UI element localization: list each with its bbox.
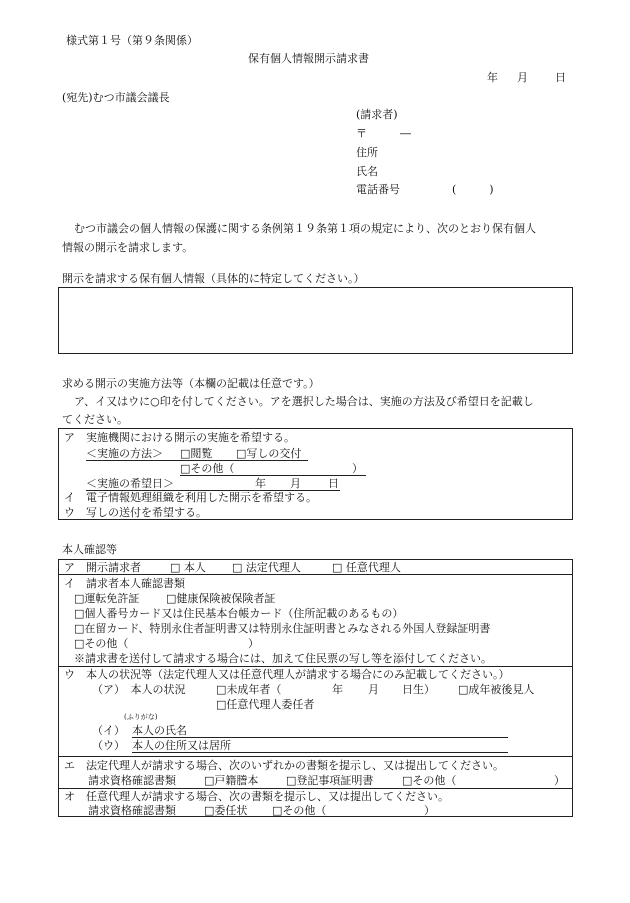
principal-address-label[interactable]: 本人の住所又は居所 [132,739,231,752]
u-title: ウ 本人の状況等（法定代理人又は任意代理人が請求する場合にのみ記載してください。） [64,668,510,681]
e-title: エ 法定代理人が請求する場合、次のいずれかの書類を提示し、又は提出してください。 [64,759,504,772]
method-note-1: ア、イ又はウに○印を付してください。アを選択した場合は、実施の方法及び希望日を記載し [74,395,534,408]
o-doc-label: 請求資格確認書類 [88,804,176,817]
option-other-checkbox[interactable]: □その他（ [180,462,235,475]
postal-mark: 〒 [356,127,367,140]
method-label: ＜実施の方法＞ [86,447,163,460]
o-other-checkbox[interactable]: □その他（ [272,804,327,817]
o-other-close: ） [424,804,435,817]
row-divider-u [58,756,573,757]
e-doc-label: 請求資格確認書類 [88,774,176,787]
i-title: イ 請求者本人確認書類 [64,577,185,590]
i-other-checkbox[interactable]: □その他（ [74,637,129,650]
u-u-label: （ウ） [92,739,125,752]
date-label: ＜実施の希望日＞ [86,477,174,490]
minor-year[interactable]: 年 [332,683,343,696]
desired-day[interactable]: 日 [328,477,339,490]
proxy-checkbox[interactable]: □ 任意代理人 [332,561,401,574]
desired-year[interactable]: 年 [255,477,266,490]
adult-ward-checkbox[interactable]: □成年被後見人 [458,683,535,696]
power-of-attorney-checkbox[interactable]: □委任状 [204,804,248,817]
u-a-label: （ア） 本人の状況 [92,683,186,696]
method-note-2: てください。 [62,413,128,426]
postal-dash: ― [400,127,411,140]
option-other-underline [180,475,366,476]
date-month-label: 月 [517,71,528,84]
row-divider-a [58,574,573,575]
method-row-u[interactable]: ウ 写しの送付を希望する。 [64,506,207,519]
minor-month[interactable]: 月 [368,683,379,696]
option-copy-checkbox[interactable]: □写しの交付 [236,447,302,460]
principal-address-underline [132,752,508,753]
date-year-label: 年 [487,71,498,84]
method-underline [86,460,308,461]
option-view-checkbox[interactable]: □閲覧 [180,447,213,460]
info-textarea[interactable] [58,287,573,354]
requester-heading: (請求者) [356,108,398,121]
intro-line-2: 情報の開示を請求します。 [62,241,194,254]
e-other-checkbox[interactable]: □その他（ [402,774,457,787]
page-title: 保有個人情報開示請求書 [248,52,369,65]
desired-month[interactable]: 月 [290,477,301,490]
insurance-checkbox[interactable]: □健康保険被保険者証 [166,592,276,605]
u-i-label: （イ） [92,724,125,737]
i-note: ※請求書を送付して請求する場合には、加えて住民票の写し等を添付してください。 [74,652,492,665]
row-divider-e [58,788,573,789]
minor-born-day[interactable]: 日生） [402,683,435,696]
address-label[interactable]: 住所 [356,146,378,159]
method-row-i[interactable]: イ 電子情報処理組織を利用した開示を希望する。 [64,491,317,504]
method-row-a[interactable]: ア 実施機関における開示の実施を希望する。 [64,431,295,444]
a-requester-label: ア 開示請求者 [64,561,141,574]
mynumber-checkbox[interactable]: □個人番号カード又は住民基本台帳カード（住所記載のあるもの） [74,607,404,620]
phone-parentheses: ( ) [452,183,494,196]
koseki-checkbox[interactable]: □戸籍謄本 [204,774,259,787]
intro-line-1: むつ市議会の個人情報の保護に関する条例第１９条第１項の規定により、次のとおり保有個人 [74,222,536,235]
furigana-label: (ふりがな) [124,713,158,721]
minor-checkbox[interactable]: □未成年者（ [216,683,282,696]
option-other-close: ） [352,462,363,475]
self-checkbox[interactable]: □ 本人 [170,561,206,574]
license-checkbox[interactable]: □運転免許証 [74,592,140,605]
method-section-label: 求める開示の実施方法等（本欄の記載は任意です。） [62,377,320,390]
principal-name-label[interactable]: 本人の氏名 [132,724,187,737]
addressee: (宛先)むつ市議会議長 [62,91,170,104]
date-day-label: 日 [555,71,566,84]
info-section-label: 開示を請求する保有個人情報（具体的に特定してください。） [62,272,365,285]
row-divider-i [58,666,573,667]
i-other-close: ） [248,637,259,650]
name-label[interactable]: 氏名 [356,165,378,178]
e-other-close: ） [554,774,565,787]
residence-card-checkbox[interactable]: □在留カード、特別永住者証明書又は特別永住証明書とみなされる外国人登録証明書 [74,622,491,635]
o-title: オ 任意代理人が請求する場合、次の書類を提示し、又は提出してください。 [64,790,449,803]
legal-rep-checkbox[interactable]: □ 法定代理人 [232,561,301,574]
proxy-principal-checkbox[interactable]: □任意代理人委任者 [216,698,315,711]
form-number: 様式第１号（第９条関係） [66,34,198,47]
principal-name-underline [132,737,508,738]
phone-label[interactable]: 電話番号 [356,183,400,196]
registry-checkbox[interactable]: □登記事項証明書 [286,774,374,787]
identity-section-label: 本人確認等 [62,543,117,556]
